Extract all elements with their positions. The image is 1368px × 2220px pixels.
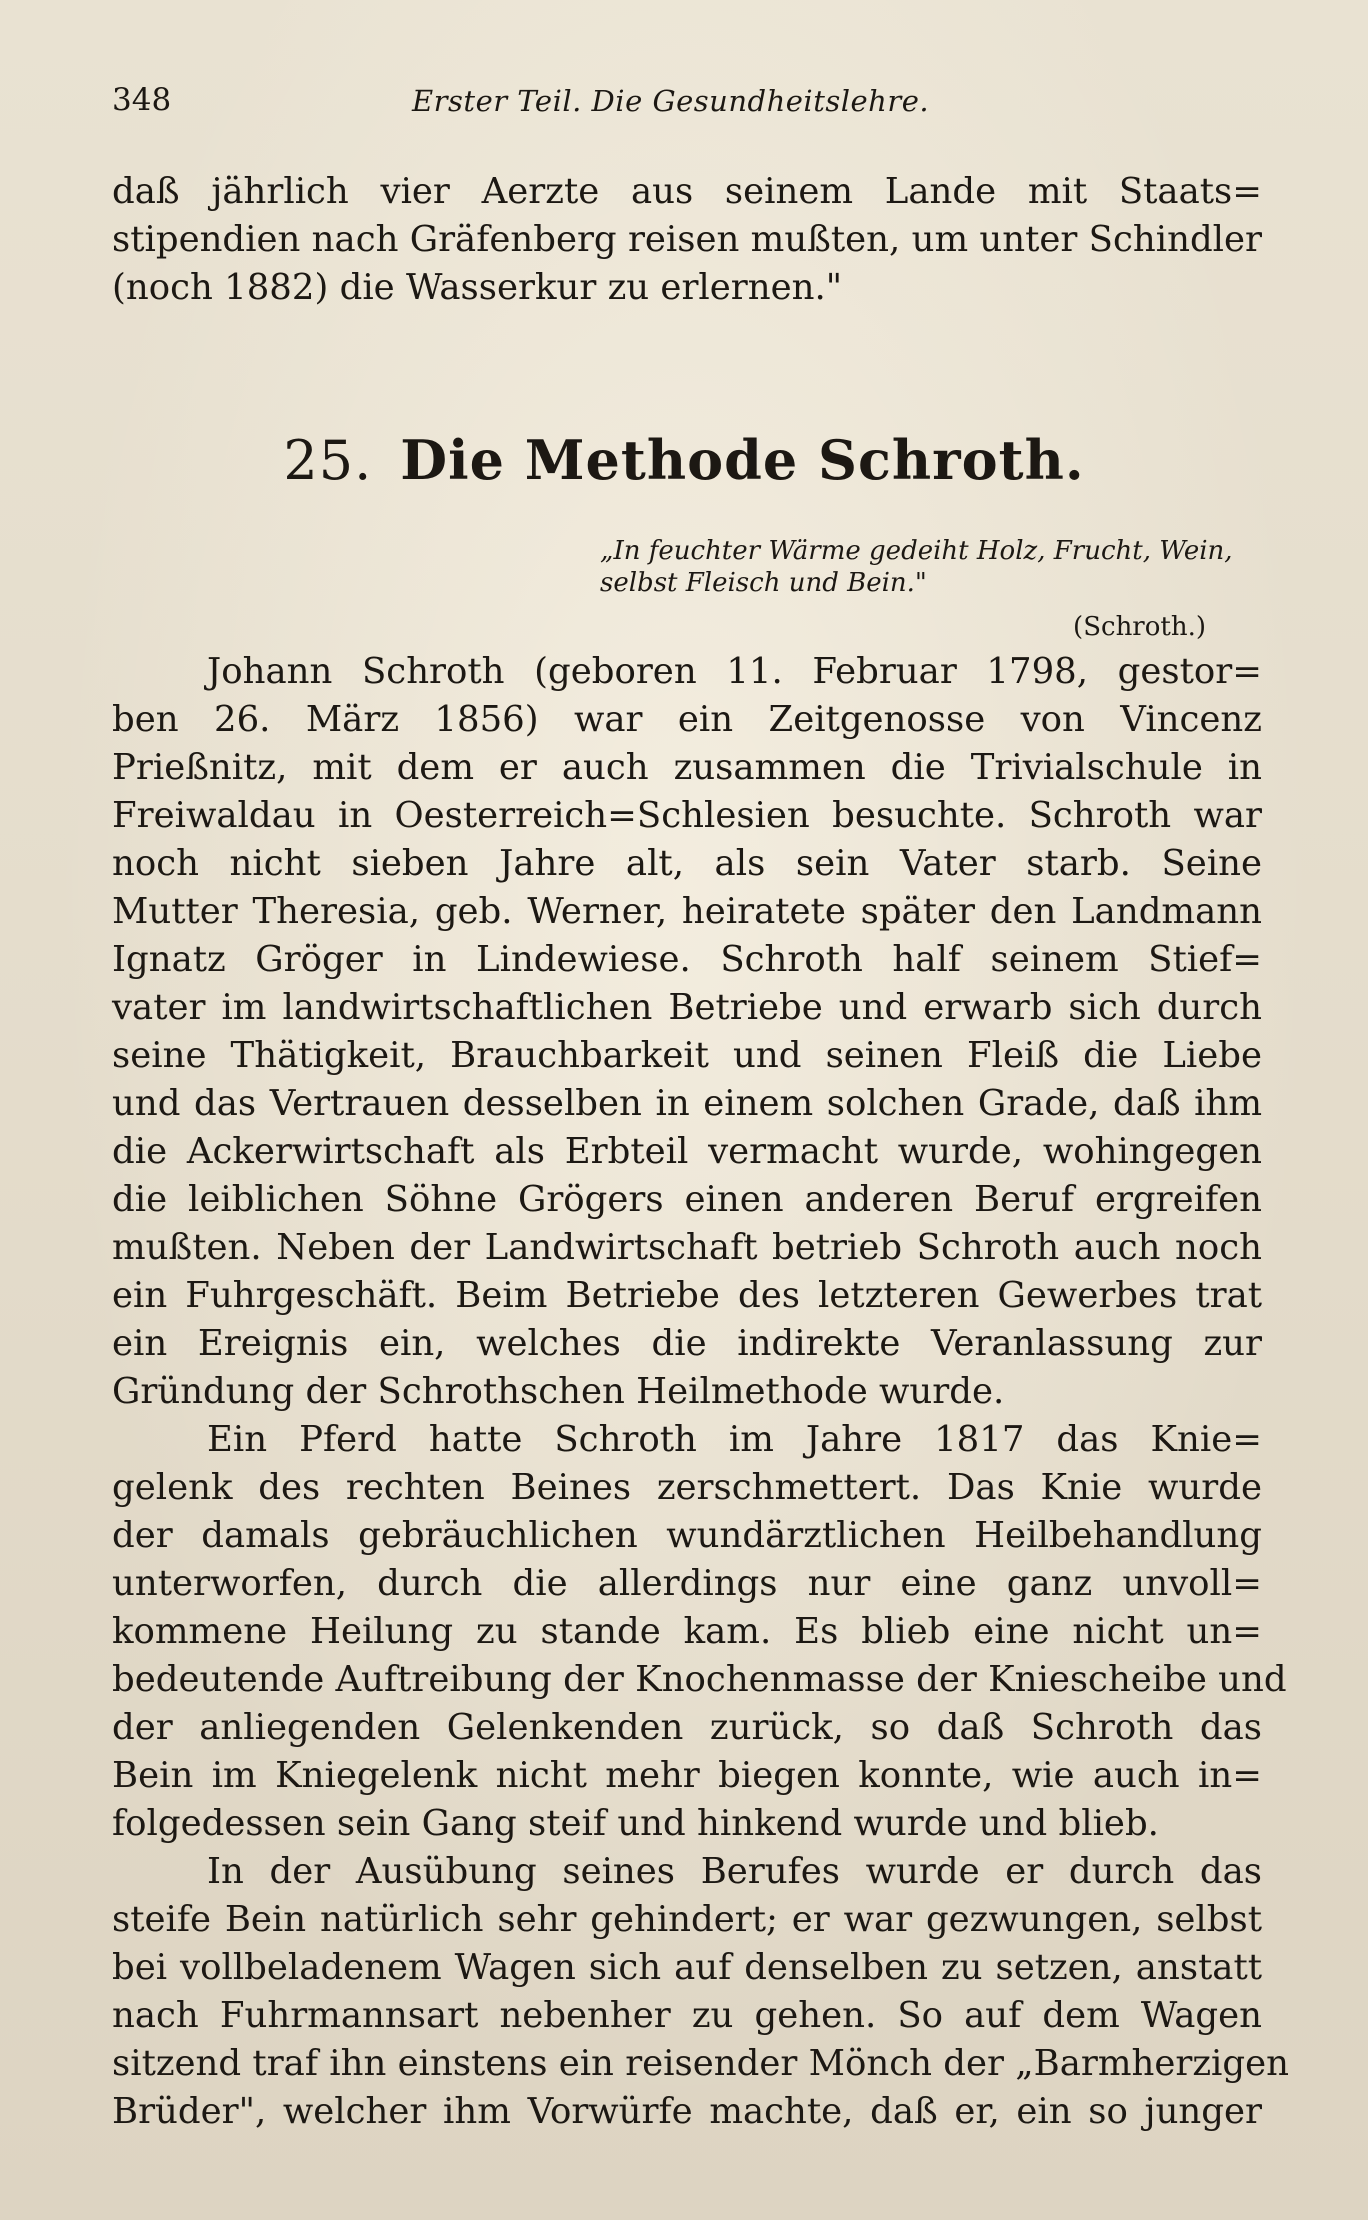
- text-line: ein Ereignis ein, welches die indirekte Veranlassung zur: [112, 1323, 1262, 1364]
- text-line: Mutter Theresia, geb. Werner, heiratete später den Landmann: [112, 891, 1262, 932]
- page-header: [112, 82, 1262, 132]
- body-text: [112, 648, 1289, 2136]
- text-line: In der Ausübung seines Berufes wurde er durch das: [207, 1851, 1262, 1892]
- text-line: Johann Schroth (geboren 11. Februar 1798, gestor=: [207, 651, 1262, 692]
- text-line: Bein im Kniegelenk nicht mehr biegen konnte, wie auch in=: [112, 1755, 1262, 1796]
- text-line: seine Thätigkeit, Brauchbarkeit und seinen Fleiß die Liebe: [112, 1035, 1262, 1076]
- text-line: stipendien nach Gräfenberg reisen mußten, um unter Schindler: [112, 219, 1263, 260]
- text-line: ben 26. März 1856) war ein Zeitgenosse von Vincenz: [112, 699, 1262, 740]
- text-line: sitzend traf ihn einstens ein reisender Mönch der „Barmherzigen: [112, 2043, 1289, 2084]
- text-line: ein Fuhrgeschäft. Beim Betriebe des letzteren Gewerbes trat: [112, 1275, 1262, 1316]
- chapter-title: Die Methode Schroth.: [400, 428, 1085, 492]
- text-line: folgedessen sein Gang steif und hinkend wurde und blieb.: [112, 1803, 1159, 1844]
- text-line: Ignatz Gröger in Lindewiese. Schroth half seinem Stief=: [112, 939, 1262, 980]
- text-line: die Ackerwirtschaft als Erbteil vermacht wurde, wohingegen: [112, 1131, 1262, 1172]
- text-line: kommene Heilung zu stande kam. Es blieb eine nicht un=: [112, 1611, 1262, 1652]
- epigraph-attribution: (Schroth.): [1073, 612, 1206, 642]
- text-line: Brüder", welcher ihm Vorwürfe machte, daß er, ein so junger: [112, 2091, 1262, 2132]
- text-line: und das Vertrauen desselben in einem solchen Grade, daß ihm: [112, 1083, 1262, 1124]
- text-line: noch nicht sieben Jahre alt, als sein Vater starb. Seine: [112, 843, 1262, 884]
- text-line: daß jährlich vier Aerzte aus seinem Lande mit Staats=: [112, 171, 1262, 212]
- text-line: Gründung der Schrothschen Heilmethode wurde.: [112, 1371, 1005, 1412]
- text-line: bedeutende Auftreibung der Knochenmasse der Kniescheibe und: [112, 1659, 1287, 1700]
- page-number: 348: [112, 82, 172, 118]
- text-line: der anliegenden Gelenkenden zurück, so daß Schroth das: [112, 1707, 1262, 1748]
- text-line: nach Fuhrmannsart nebenher zu gehen. So auf dem Wagen: [112, 1995, 1262, 2036]
- text-line: unterworfen, durch die allerdings nur eine ganz unvoll=: [112, 1563, 1262, 1604]
- chapter-number: 25.: [283, 429, 373, 492]
- text-line: Prießnitz, mit dem er auch zusammen die Trivialschule in: [112, 747, 1262, 788]
- text-line: der damals gebräuchlichen wundärztlichen Heilbehandlung: [112, 1515, 1262, 1556]
- text-line: steife Bein natürlich sehr gehindert; er war gezwungen, selbst: [112, 1899, 1262, 1940]
- text-line: mußten. Neben der Landwirtschaft betrieb Schroth auch noch: [112, 1227, 1262, 1268]
- text-line: gelenk des rechten Beines zerschmettert. Das Knie wurde: [112, 1467, 1262, 1508]
- running-head: Erster Teil. Die Gesundheitslehre.: [412, 84, 930, 118]
- text-line: die leiblichen Söhne Grögers einen anderen Beruf ergreifen: [112, 1179, 1262, 1220]
- chapter-heading: [0, 428, 1368, 492]
- text-line: bei vollbeladenem Wagen sich auf denselben zu setzen, anstatt: [112, 1947, 1262, 1988]
- text-line: (noch 1882) die Wasserkur zu erlernen.": [112, 267, 843, 308]
- epigraph-line: selbst Fleisch und Bein.": [600, 568, 927, 598]
- text-line: Ein Pferd hatte Schroth im Jahre 1817 das Knie=: [207, 1419, 1262, 1460]
- text-line: Freiwaldau in Oesterreich=Schlesien besuchte. Schroth war: [112, 795, 1262, 836]
- text-line: vater im landwirtschaftlichen Betriebe und erwarb sich durch: [112, 987, 1262, 1028]
- epigraph: [600, 535, 1262, 643]
- epigraph-line: „In feuchter Wärme gedeiht Holz, Frucht, Wein,: [600, 536, 1233, 566]
- continued-paragraph: [112, 168, 1262, 312]
